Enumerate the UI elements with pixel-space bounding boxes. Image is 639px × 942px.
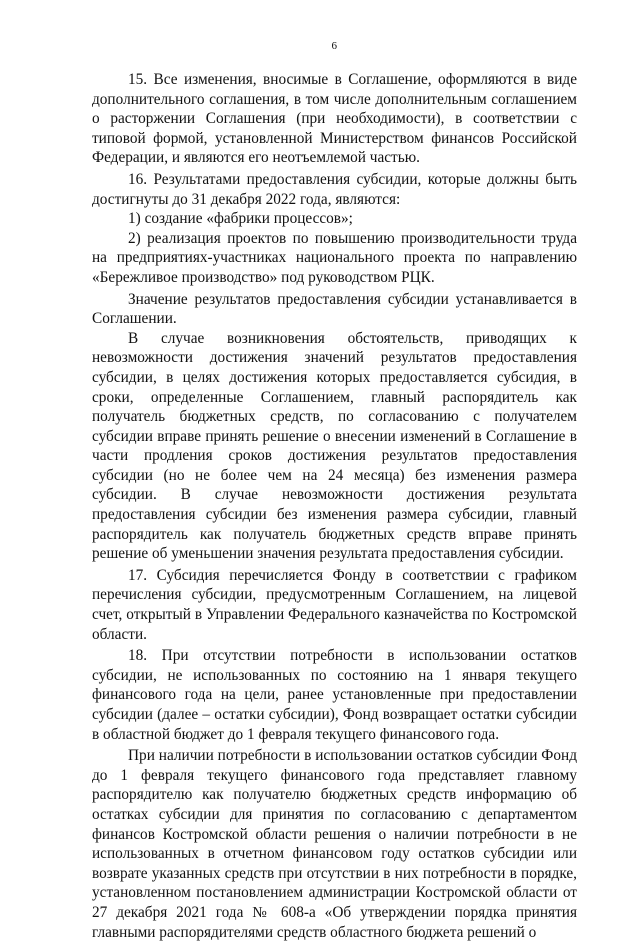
paragraph-15: 15. Все изменения, вносимые в Соглашение, оформляются в виде дополнительного соглашения, в том числе дополнительным соглашением о расторжении Соглашения (при необходимости), в соответствии с типовой формой, установленной Министерством финансов Российской Федерации, и являются его неотъемлемой частью. [92, 71, 577, 167]
paragraph-circumstances: В случае возникновения обстоятельств, приводящих к невозможности достижения значений результатов предоставления субсидии, в целях достижения которых предоставляется субсидия, в сроки, определенные Соглашением, главный распорядитель как получатель бюджетных средств, по согласованию с получателем субсидии вправе принять решение о внесении изменений в Соглашение в части продления сроков достижения результатов предоставления субсидии (но не более чем на 24 месяца) без изменения размера субсидии. В случае невозможности достижения результата предоставления субсидии без изменения размера субсидии, главный распорядитель как получатель бюджетных средств вправе принять решение об уменьшении значения результата предоставления субсидии. [92, 329, 577, 563]
paragraph-remainder-need: При наличии потребности в использовании остатков субсидии Фонд до 1 февраля текущего финансового года представляет главному распорядителю как получателю бюджетных средств информацию об остатках субсидии для принятия по согласованию с департаментом финансов Костромской области решения о наличии потребности в не использованных в отчетном финансовом году остатков субсидии или возврате указанных средств при отсутствии в них потребности в порядке, установленном постановлением администрации Костромской области от 27 декабря 2021 года № 608-а «Об утверждении порядка принятия главными распорядителями средств областного бюджета решений о [92, 747, 577, 941]
page-number: 6 [331, 40, 338, 52]
list-item-1: 1) создание «фабрики процессов»; [128, 210, 353, 228]
paragraph-18: 18. При отсутствии потребности в использовании остатков субсидии, не использованных по состоянию на 1 января текущего финансового года на цели, ранее установленные при предоставлении субсидии (далее – остатки субсидии), Фонд возвращает остатки субсидии в областной бюджет до 1 февраля текущего финансового года. [92, 647, 577, 743]
list-item-2: 2) реализация проектов по повышению производительности труда на предприятиях-участниках национального проекта по направлению «Бережливое производство» под руководством РЦК. [92, 229, 577, 286]
document-body [92, 70, 577, 942]
paragraph-results-value: Значение результатов предоставления субсидии устанавливается в Соглашении. [92, 290, 577, 328]
paragraph-16: 16. Результатами предоставления субсидии, которые должны быть достигнуты до 31 декабря 2022 года, являются: [92, 170, 577, 208]
paragraph-17: 17. Субсидия перечисляется Фонду в соответствии с графиком перечисления субсидии, предусмотренным Соглашением, на лицевой счет, открытый в Управлении Федерального казначейства по Костромской области. [92, 566, 577, 643]
